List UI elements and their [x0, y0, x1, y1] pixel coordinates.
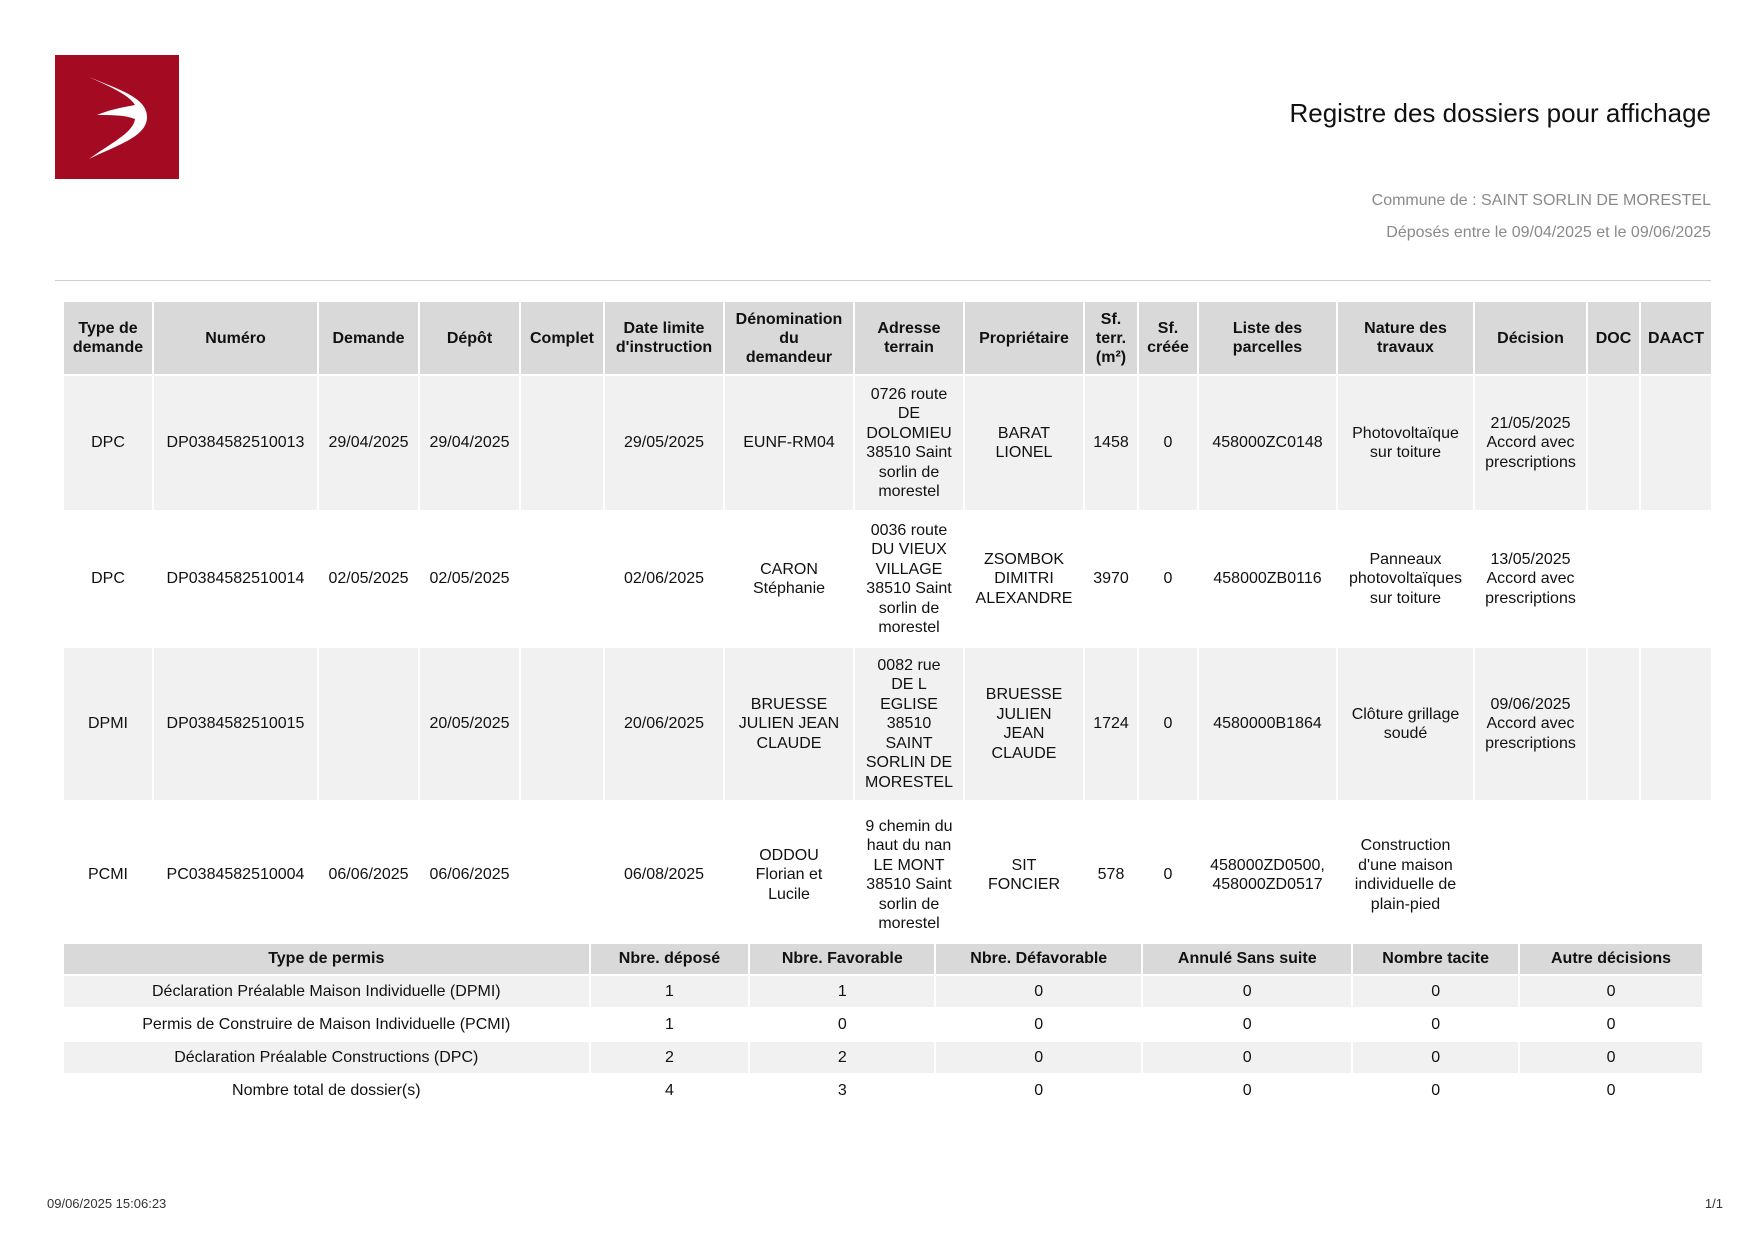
cell-annule: 0	[1143, 1009, 1351, 1040]
cell-annule: 0	[1143, 1075, 1351, 1106]
cell-nature: Photovoltaïque sur toiture	[1338, 376, 1473, 510]
cell-denomination: EUNF-RM04	[725, 376, 853, 510]
col-annule-sans-suite: Annulé Sans suite	[1143, 944, 1351, 974]
cell-sf-terr: 3970	[1085, 512, 1137, 646]
cell-denomination: CARON Stéphanie	[725, 512, 853, 646]
cell-nature: Clôture grillage soudé	[1338, 648, 1473, 800]
cell-denomination: BRUESSE JULIEN JEAN CLAUDE	[725, 648, 853, 800]
cell-type-permis: Permis de Construire de Maison Individuelle (PCMI)	[64, 1009, 589, 1040]
summary-table	[62, 942, 1704, 1108]
cell-nbre-depose: 4	[591, 1075, 749, 1106]
cell-daact	[1641, 802, 1711, 948]
cell-proprietaire: SIT FONCIER	[965, 802, 1083, 948]
cell-proprietaire: ZSOMBOK DIMITRI ALEXANDRE	[965, 512, 1083, 646]
cell-parcelles: 458000ZC0148	[1199, 376, 1336, 510]
cell-proprietaire: BARAT LIONEL	[965, 376, 1083, 510]
cell-nbre-depose: 2	[591, 1042, 749, 1073]
swallow-bird-logo-icon	[55, 55, 179, 179]
cell-nbre-defavorable: 0	[936, 1009, 1141, 1040]
cell-complet	[521, 512, 603, 646]
cell-daact	[1641, 376, 1711, 510]
cell-numero: DP0384582510015	[154, 648, 317, 800]
cell-doc	[1588, 802, 1639, 948]
cell-decision: 21/05/2025 Accord avec prescriptions	[1475, 376, 1586, 510]
cell-depot: 06/06/2025	[420, 802, 519, 948]
col-nbre-favorable: Nbre. Favorable	[750, 944, 934, 974]
cell-doc	[1588, 376, 1639, 510]
cell-type: PCMI	[64, 802, 152, 948]
cell-decision	[1475, 802, 1586, 948]
cell-adresse: 0082 rue DE L EGLISE 38510 SAINT SORLIN DE MORESTEL	[855, 648, 963, 800]
cell-tacite: 0	[1353, 1042, 1518, 1073]
cell-daact	[1641, 512, 1711, 646]
period-label: Déposés entre le 09/04/2025 et le 09/06/2025	[1386, 224, 1711, 241]
table-row	[64, 1042, 1702, 1073]
table-row-total	[64, 1075, 1702, 1106]
cell-complet	[521, 376, 603, 510]
cell-sf-creee: 0	[1139, 512, 1197, 646]
col-depot: Dépôt	[420, 302, 519, 374]
cell-sf-terr: 1724	[1085, 648, 1137, 800]
table-row	[64, 648, 1711, 800]
cell-demande	[319, 648, 418, 800]
table-row	[64, 802, 1711, 948]
summary-header-row	[64, 944, 1702, 974]
cell-complet	[521, 648, 603, 800]
cell-annule: 0	[1143, 1042, 1351, 1073]
cell-daact	[1641, 648, 1711, 800]
cell-numero: DP0384582510013	[154, 376, 317, 510]
cell-autre: 0	[1520, 1009, 1702, 1040]
cell-nbre-favorable: 3	[750, 1075, 934, 1106]
cell-nbre-depose: 1	[591, 1009, 749, 1040]
cell-tacite: 0	[1353, 976, 1518, 1007]
cell-nbre-defavorable: 0	[936, 1075, 1141, 1106]
cell-nbre-depose: 1	[591, 976, 749, 1007]
cell-decision: 09/06/2025 Accord avec prescriptions	[1475, 648, 1586, 800]
col-doc: DOC	[1588, 302, 1639, 374]
cell-decision: 13/05/2025 Accord avec prescriptions	[1475, 512, 1586, 646]
col-complet: Complet	[521, 302, 603, 374]
cell-date-limite: 29/05/2025	[605, 376, 723, 510]
col-sf-creee: Sf. créée	[1139, 302, 1197, 374]
cell-annule: 0	[1143, 976, 1351, 1007]
cell-type: DPMI	[64, 648, 152, 800]
cell-parcelles: 4580000B1864	[1199, 648, 1336, 800]
cell-tacite: 0	[1353, 1009, 1518, 1040]
col-autre-decisions: Autre décisions	[1520, 944, 1702, 974]
cell-nbre-favorable: 0	[750, 1009, 934, 1040]
cell-depot: 02/05/2025	[420, 512, 519, 646]
cell-nature: Panneaux photovoltaïques sur toiture	[1338, 512, 1473, 646]
cell-numero: PC0384582510004	[154, 802, 317, 948]
cell-sf-terr: 578	[1085, 802, 1137, 948]
cell-sf-creee: 0	[1139, 648, 1197, 800]
cell-parcelles: 458000ZD0500, 458000ZD0517	[1199, 802, 1336, 948]
col-sf-terr: Sf. terr. (m²)	[1085, 302, 1137, 374]
table-row	[64, 976, 1702, 1007]
col-nature: Nature des travaux	[1338, 302, 1473, 374]
cell-autre: 0	[1520, 976, 1702, 1007]
col-date-limite: Date limite d'instruction	[605, 302, 723, 374]
cell-autre: 0	[1520, 1042, 1702, 1073]
col-demande: Demande	[319, 302, 418, 374]
cell-demande: 02/05/2025	[319, 512, 418, 646]
col-nbre-depose: Nbre. déposé	[591, 944, 749, 974]
cell-tacite: 0	[1353, 1075, 1518, 1106]
col-numero: Numéro	[154, 302, 317, 374]
cell-date-limite: 06/08/2025	[605, 802, 723, 948]
cell-nbre-favorable: 1	[750, 976, 934, 1007]
dossiers-table	[62, 300, 1713, 950]
cell-doc	[1588, 512, 1639, 646]
table-row	[64, 512, 1711, 646]
page-title: Registre des dossiers pour affichage	[1289, 98, 1711, 128]
page-number: 1/1	[1704, 1196, 1723, 1211]
cell-type-permis: Déclaration Préalable Maison Individuelle (DPMI)	[64, 976, 589, 1007]
cell-sf-terr: 1458	[1085, 376, 1137, 510]
cell-type: DPC	[64, 512, 152, 646]
cell-depot: 20/05/2025	[420, 648, 519, 800]
cell-sf-creee: 0	[1139, 376, 1197, 510]
cell-date-limite: 20/06/2025	[605, 648, 723, 800]
col-denomination: Dénomination du demandeur	[725, 302, 853, 374]
col-decision: Décision	[1475, 302, 1586, 374]
cell-adresse: 0036 route DU VIEUX VILLAGE 38510 Saint sorlin de morestel	[855, 512, 963, 646]
table-row	[64, 376, 1711, 510]
cell-nature: Construction d'une maison individuelle de plain-pied	[1338, 802, 1473, 948]
cell-nbre-favorable: 2	[750, 1042, 934, 1073]
cell-doc	[1588, 648, 1639, 800]
col-nombre-tacite: Nombre tacite	[1353, 944, 1518, 974]
cell-demande: 06/06/2025	[319, 802, 418, 948]
col-type-demande: Type de demande	[64, 302, 152, 374]
cell-nbre-defavorable: 0	[936, 976, 1141, 1007]
col-parcelles: Liste des parcelles	[1199, 302, 1336, 374]
cell-nbre-defavorable: 0	[936, 1042, 1141, 1073]
col-daact: DAACT	[1641, 302, 1711, 374]
header-divider	[55, 280, 1711, 281]
col-type-permis: Type de permis	[64, 944, 589, 974]
cell-type-permis: Nombre total de dossier(s)	[64, 1075, 589, 1106]
cell-adresse: 9 chemin du haut du nan LE MONT 38510 Saint sorlin de morestel	[855, 802, 963, 948]
commune-label: Commune de : SAINT SORLIN DE MORESTEL	[1371, 192, 1711, 209]
print-timestamp: 09/06/2025 15:06:23	[47, 1196, 167, 1211]
brand-logo	[55, 55, 179, 179]
cell-autre: 0	[1520, 1075, 1702, 1106]
cell-sf-creee: 0	[1139, 802, 1197, 948]
cell-numero: DP0384582510014	[154, 512, 317, 646]
cell-proprietaire: BRUESSE JULIEN JEAN CLAUDE	[965, 648, 1083, 800]
cell-depot: 29/04/2025	[420, 376, 519, 510]
col-proprietaire: Propriétaire	[965, 302, 1083, 374]
dossiers-header-row	[64, 302, 1711, 374]
cell-type-permis: Déclaration Préalable Constructions (DPC)	[64, 1042, 589, 1073]
cell-date-limite: 02/06/2025	[605, 512, 723, 646]
table-row	[64, 1009, 1702, 1040]
cell-complet	[521, 802, 603, 948]
cell-demande: 29/04/2025	[319, 376, 418, 510]
cell-parcelles: 458000ZB0116	[1199, 512, 1336, 646]
cell-denomination: ODDOU Florian et Lucile	[725, 802, 853, 948]
col-adresse: Adresse terrain	[855, 302, 963, 374]
cell-adresse: 0726 route DE DOLOMIEU 38510 Saint sorlin de morestel	[855, 376, 963, 510]
col-nbre-defavorable: Nbre. Défavorable	[936, 944, 1141, 974]
cell-type: DPC	[64, 376, 152, 510]
